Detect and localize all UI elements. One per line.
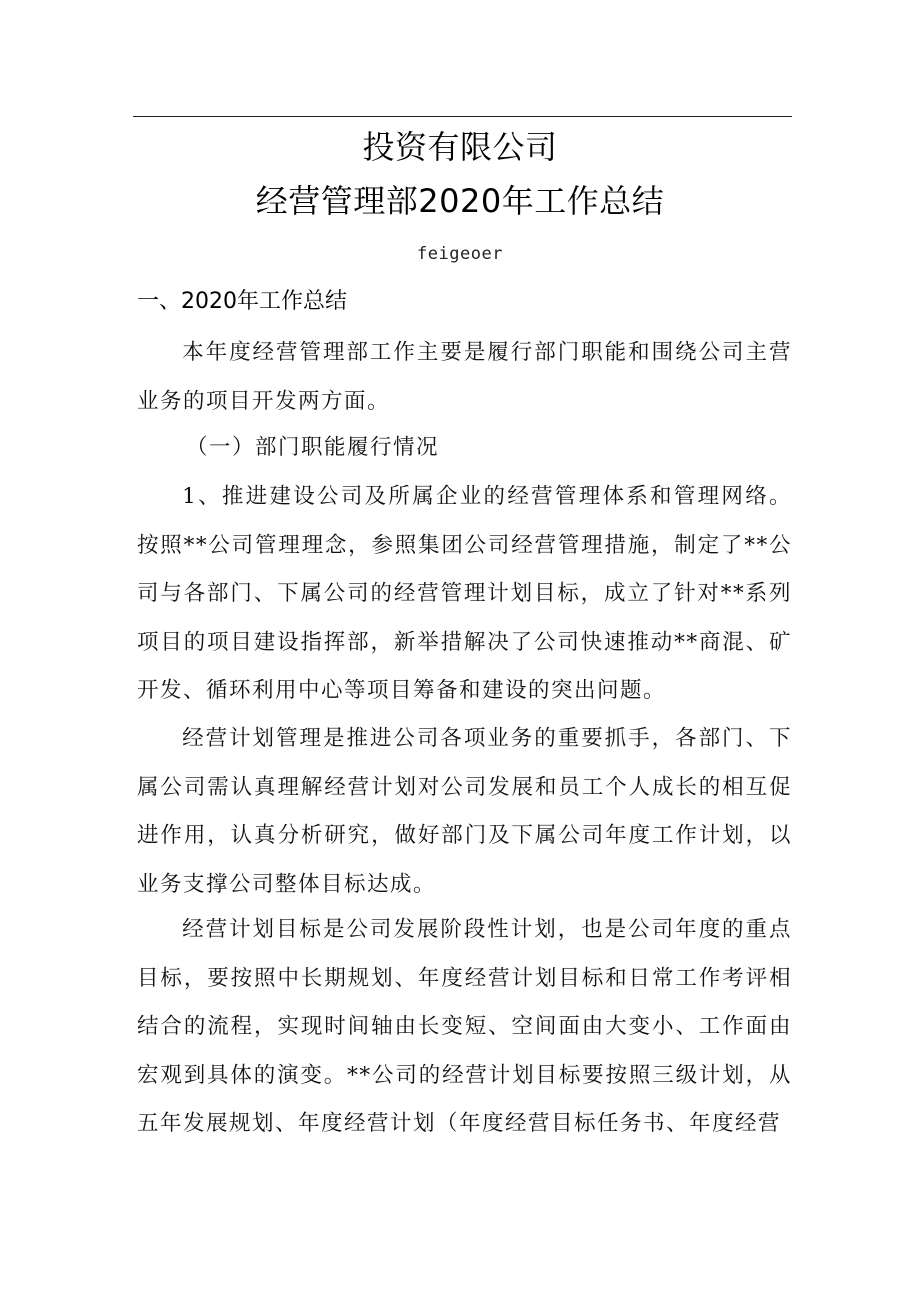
paragraph-plan-targets: 经营计划目标是公司发展阶段性计划，也是公司年度的重点目标，要按照中长期规划、年度经营计划目标和日常工作考评相结合的流程，实现时间轴由长变短、空间面由大变小、工作面由宏观到具体的演变。**公司的经营计划目标要按照三级计划，从五年发展规划、年度经营计划（年度经营目标任务书、年度经营 [137, 917, 792, 1136]
section-heading: 一、2020年工作总结 [137, 289, 347, 314]
paragraph-plan-management: 经营计划管理是推进公司各项业务的重要抓手，各部门、下属公司需认真理解经营计划对公司发展和员工个人成长的相互促进作用，认真分析研究，做好部门及下属公司年度工作计划，以业务支撑公司整体目标达成。 [137, 726, 792, 897]
subsection-heading: （一）部门职能履行情况 [186, 435, 440, 460]
header-rule [133, 116, 792, 117]
document-author: feigeoer [417, 244, 503, 264]
document-title-report: 经营管理部2020年工作总结 [255, 182, 665, 220]
paragraph-item-1: 1、推进建设公司及所属企业的经营管理体系和管理网络。按照**公司管理理念，参照集团公司经营管理措施，制定了**公司与各部门、下属公司的经营管理计划目标，成立了针对**系列项目的项目建设指挥部，新举措解决了公司快速推动**商混、矿开发、循环利用中心等项目筹备和建设的突出问题。 [137, 484, 792, 703]
paragraph-intro: 本年度经营管理部工作主要是履行部门职能和围绕公司主营业务的项目开发两方面。 [137, 340, 792, 414]
document-title-company: 投资有限公司 [362, 128, 558, 166]
